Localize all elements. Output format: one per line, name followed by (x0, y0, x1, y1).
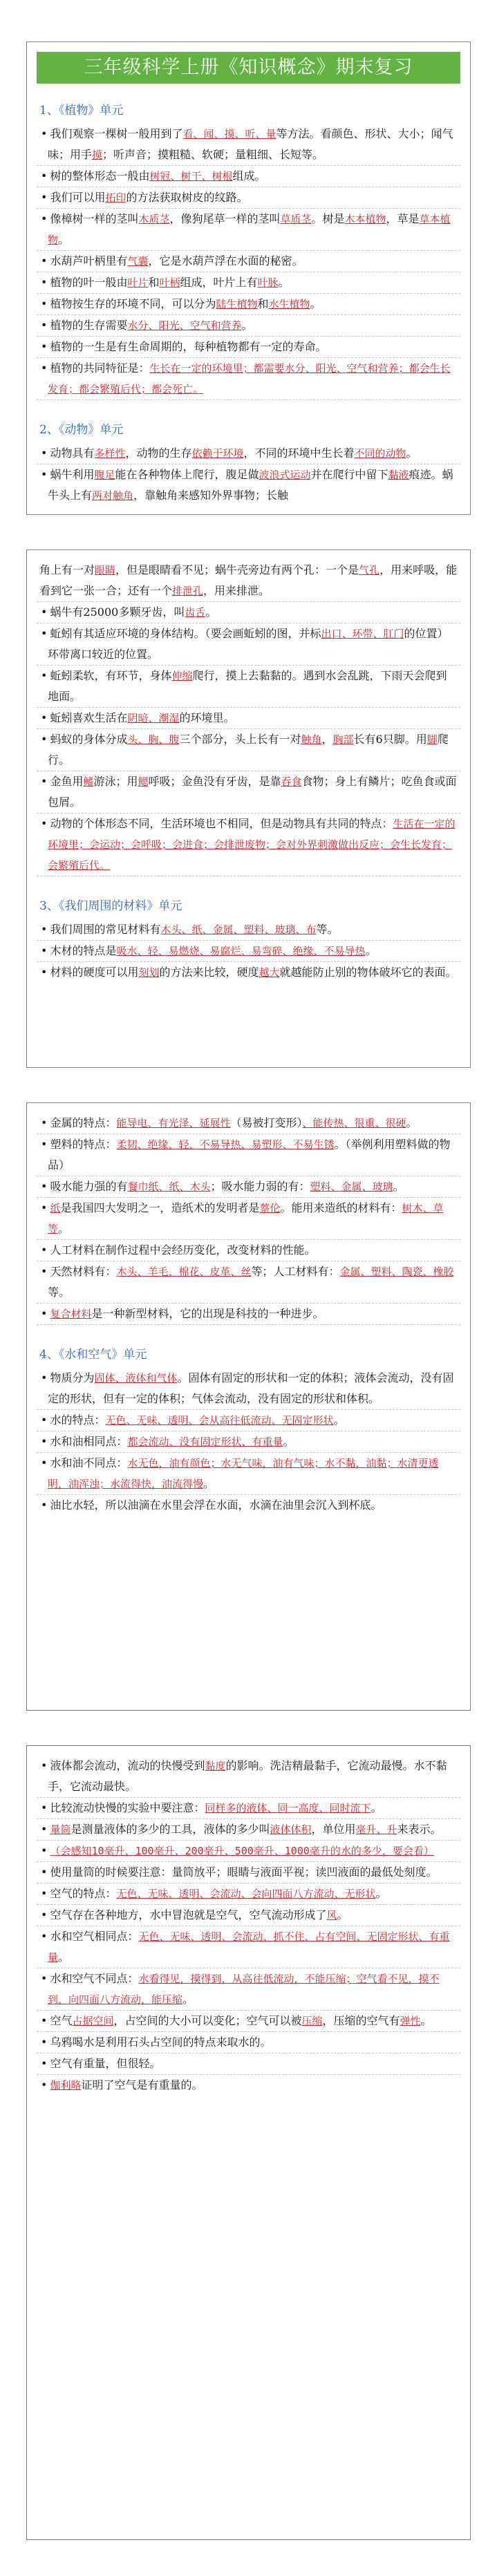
note-item (37, 2032, 460, 2053)
note-text: 蚯蚓喜欢生活在 (50, 711, 128, 724)
bullet-icon: • (41, 361, 48, 375)
key-term: 多样性 (94, 447, 126, 460)
key-term: 固体、液体和气体 (94, 1372, 178, 1384)
key-term: 两对触角 (92, 489, 134, 502)
note-text: 游泳；用 (93, 775, 138, 788)
note-text: 的影响。洗洁精最黏手，它流动最慢。水不黏手，它流动最快。 (48, 1759, 447, 1793)
key-term: 风 (326, 1909, 337, 1921)
note-item (37, 2053, 460, 2075)
note-item (37, 919, 460, 941)
key-term: 黏液 (388, 469, 409, 481)
key-term: 金属、塑料、陶瓷、橡胶 (339, 1266, 454, 1278)
note-item (37, 443, 460, 464)
note-text: 蜗牛利用 (50, 468, 95, 481)
note-item (37, 1198, 460, 1240)
bullet-icon: • (41, 669, 48, 682)
note-text: 等；人工材料有： (251, 1265, 340, 1278)
key-term: 脚 (426, 733, 438, 746)
key-term: 生长在一定的环境里；都需要水分、阳光、空气和营养；都会生长发育；都会繁殖后代；都会死亡。 (48, 362, 451, 395)
key-term: 叶脉 (257, 276, 279, 289)
key-term: 同样多的液体、同一高度、同时流下 (205, 1802, 371, 1814)
bullet-icon: • (41, 1801, 48, 1814)
note-text: 吸水能力强的有 (50, 1180, 128, 1193)
note-item (37, 941, 460, 962)
note-text: 我们可以用 (50, 191, 106, 204)
bullet-icon: • (41, 1498, 48, 1512)
key-term: 黏度 (205, 1760, 226, 1772)
bullet-icon: • (41, 169, 48, 182)
note-text: 植物按生存的环境不同，可以分为 (50, 297, 216, 310)
note-text: 就越能防止别的物体破坏它的表面。 (279, 966, 457, 979)
note-item (37, 2011, 460, 2032)
note-item (37, 560, 460, 602)
section-spacer (37, 400, 460, 415)
bullet-icon: • (41, 2014, 48, 2027)
note-text: 。 (205, 605, 217, 619)
key-term: 能导电、有光泽、延展性 (116, 1117, 231, 1129)
bullet-icon: • (41, 627, 48, 640)
note-item (37, 1240, 460, 1261)
note-text: 。 (283, 1435, 294, 1448)
key-term: 无色、无味、透明、会流动、会向四面八方流动、无形状 (116, 1888, 376, 1900)
note-text: 是一种新型材料，它的出现是科技的一种进步。 (91, 1307, 324, 1320)
note-text: 树的整体形态一般由 (50, 169, 150, 182)
bullet-icon: • (41, 276, 48, 289)
key-term: 水无色，油有颜色；水无气味，油有气味；水不黏，油黏；水清更透明，油浑浊；水流得快，油流得慢 (48, 1457, 439, 1490)
key-term: 占据空间 (72, 2015, 114, 2027)
key-term: 吸水、轻、易燃烧、易腐烂、易弯碎、绝缘、不易导热 (116, 945, 366, 957)
note-text: 。 (365, 944, 377, 957)
note-item (37, 187, 460, 209)
note-item (37, 1304, 460, 1325)
note-item (37, 1453, 460, 1495)
key-term: 伸缩 (171, 670, 193, 682)
note-text: 证明了空气是有重量的。 (81, 2078, 203, 2091)
key-term: 触角 (301, 733, 322, 746)
key-term: 鳍 (83, 775, 94, 788)
key-term: 水分、阳光、空气和营养 (127, 319, 242, 332)
note-text: 组成，叶片上有 (180, 276, 258, 289)
note-text: 物质分为 (50, 1371, 95, 1384)
bullet-icon: • (41, 1759, 48, 1772)
note-text: 等方法。看颜色、形状、大小；闻气味；用手 (48, 127, 453, 161)
note-text: 蚯蚓柔软，有环节，身体 (50, 669, 172, 682)
note-text: 金属的特点： (50, 1116, 117, 1129)
note-text: 。 (333, 1413, 345, 1427)
bullet-icon: • (41, 1413, 48, 1427)
note-item (37, 315, 460, 337)
bullet-icon: • (41, 1201, 48, 1214)
note-item (37, 2075, 460, 2096)
note-item (37, 666, 460, 708)
key-term: 鳃 (138, 775, 149, 788)
bullet-icon: • (41, 1844, 48, 1857)
key-term: 水看得见，摸得到，从高往低流动，不能压缩；空气看不见，摸不到，向四面八方流动，能压缩 (48, 1973, 440, 2006)
key-term: 依赖于环境 (191, 447, 244, 460)
note-text: 金鱼用 (50, 775, 84, 788)
key-term: 木头、羊毛、棉花、皮革、丝 (116, 1266, 252, 1278)
key-term: 眼睛 (95, 564, 116, 576)
bullet-icon: • (41, 254, 48, 267)
note-text: 角上有一对 (39, 563, 95, 576)
note-text: 是测量液体的多少的工具，液体的多少叫 (71, 1823, 270, 1836)
note-text: 。固体有固定的形状和一定的体积；液体会流动，没有固定的形状，但有一定的体积；气体会流动，没有固定的形状和体积。 (48, 1371, 454, 1405)
note-text: 动物具有 (50, 446, 95, 460)
note-text: ，像狗尾草一样的茎叫 (169, 212, 281, 225)
note-item (37, 166, 460, 187)
note-item (37, 1883, 460, 1905)
key-term: 出口、环带、肛门 (321, 628, 404, 640)
key-term: 胸部 (332, 733, 354, 746)
note-text: （易被打变形） (230, 1116, 303, 1129)
note-text: ，靠触角来感知外界事物；长触 (133, 489, 289, 502)
note-text: 痕迹。蜗牛头上有 (48, 468, 453, 502)
note-text: 植物的一生是有生命周期的，每种植物都有一定的寿命。 (50, 340, 327, 353)
note-text: 。 (406, 1116, 418, 1129)
note-item (37, 1176, 460, 1198)
note-text: 像樟树一样的茎叫 (50, 212, 139, 225)
page-title: 三年级科学上册《知识概念》期末复习 (37, 52, 460, 84)
bullet-icon: • (41, 212, 48, 225)
bullet-icon: • (41, 1265, 48, 1278)
note-item (37, 337, 460, 358)
note-item (37, 1431, 460, 1453)
note-text: 水的特点： (50, 1413, 106, 1427)
note-item (37, 1819, 460, 1841)
key-term: 摸 (92, 149, 103, 161)
note-text: 食物；身上有鳞片；吃鱼食或面包屑。 (48, 775, 457, 809)
note-text: 呼吸；金鱼没有牙齿，是靠 (148, 775, 281, 788)
note-text: 水和油不同点： (50, 1456, 128, 1469)
note-item (37, 771, 460, 814)
note-text: 空气 (50, 2014, 73, 2027)
note-item (37, 1113, 460, 1134)
bullet-icon: • (41, 1307, 48, 1320)
note-item (37, 729, 460, 771)
notes-card-4 (26, 1745, 471, 2540)
note-text: 我们周围的常见材料有 (50, 923, 161, 936)
note-item (37, 1410, 460, 1431)
note-text: ，用来排泄。 (203, 584, 270, 597)
notes-card-3 (26, 1102, 471, 1711)
note-item (37, 272, 460, 294)
note-text: 。 (278, 276, 290, 289)
note-text: 空气存在各种地方，水中冒泡就是空气，空气流动形成了 (50, 1908, 327, 1921)
note-item (37, 623, 460, 666)
bullet-icon: • (41, 2057, 48, 2070)
note-item (37, 814, 460, 876)
note-item (37, 1368, 460, 1410)
section-title: 2、《动物》单元 (39, 423, 124, 437)
key-term: 树冠、树干、树根 (149, 170, 233, 182)
key-term: 腹足 (94, 469, 115, 481)
section-title: 1、《植物》单元 (39, 104, 124, 117)
key-term: 不同的动物 (354, 447, 406, 460)
note-item (37, 1841, 460, 1862)
bullet-icon: • (41, 297, 48, 310)
note-text: 能在各种物体上爬行，腹足做 (115, 468, 259, 481)
key-term: 木本植物 (344, 213, 386, 225)
key-term: 阴暗、潮湿 (127, 712, 180, 724)
key-term: 无色、无味、透明、会从高往低流动、无固定形状 (105, 1414, 334, 1427)
note-text: 等。 (316, 923, 339, 936)
bullet-icon: • (41, 340, 48, 353)
bullet-icon: • (41, 1972, 48, 1985)
note-item (37, 1134, 460, 1176)
note-text: 的方法获取树皮的纹路。 (126, 191, 248, 204)
note-text: 蚂蚁的身体分成 (50, 733, 128, 746)
note-text: 植物的生存需要 (50, 319, 128, 332)
key-term: （会感知10毫升、100毫升、200毫升、500毫升、1000毫升的水的多少，要会看） (50, 1845, 434, 1857)
note-text: 爬行。 (48, 733, 449, 767)
note-text: ，它是水葫芦浮在水面的秘密。 (148, 254, 303, 267)
key-term: 木头、纸、金属、塑料、玻璃、布 (160, 923, 317, 936)
note-text: 。 (182, 1993, 194, 2006)
key-term: 刻划 (138, 966, 160, 979)
key-term: 量筒 (50, 1823, 71, 1836)
note-text: ，但是眼睛看不见；蜗牛壳旁边有两个孔：一个是 (115, 563, 359, 576)
note-text: 。 (375, 1887, 387, 1900)
bullet-icon: • (41, 127, 48, 140)
section-spacer (37, 876, 460, 892)
notes-card-2 (26, 549, 471, 1068)
note-text: 水和油相同点： (50, 1435, 128, 1448)
note-text: ，占空间的大小可以变化；空气可以被 (113, 2014, 302, 2027)
note-text: 蜗牛有25000多颗牙齿，叫 (50, 605, 185, 619)
note-text: 。 (420, 2014, 432, 2027)
bullet-icon: • (41, 1243, 48, 1257)
bullet-icon: • (41, 944, 48, 957)
bullet-icon: • (41, 319, 48, 332)
note-item (37, 251, 460, 272)
note-item (37, 1862, 460, 1883)
note-item (37, 962, 460, 983)
note-item (37, 708, 460, 729)
bullet-icon: • (41, 1371, 48, 1384)
note-text: 。树是 (311, 212, 345, 225)
note-item (37, 1926, 460, 1968)
section-title: 3、《我们周围的材料》单元 (39, 899, 182, 913)
key-term: 排泄孔 (172, 585, 204, 597)
bullet-icon: • (41, 711, 48, 724)
key-term: 草质茎 (280, 213, 312, 225)
notes-card-1 (26, 41, 471, 515)
key-term: 毫升、升 (355, 1823, 397, 1836)
key-term: 餐巾纸、纸、木头 (127, 1181, 211, 1193)
note-item (37, 1798, 460, 1819)
note-text: ，草是 (386, 212, 420, 225)
note-text: ；吸水能力弱的有： (210, 1180, 310, 1193)
bullet-icon: • (41, 1908, 48, 1921)
note-text: 我们观察一棵树一般用到了 (50, 127, 183, 140)
key-term: 叶柄 (159, 276, 180, 289)
note-text: 乌鸦喝水是利用石头占空间的特点来取水的。 (50, 2036, 272, 2049)
key-term: 塑料、金属、玻璃 (310, 1181, 393, 1193)
key-term: 伽利略 (50, 2079, 82, 2091)
note-text: 爬行，摸上去黏黏的。遇到水会乱跳，下雨天会爬到地面。 (48, 669, 447, 703)
bullet-icon: • (41, 1930, 48, 1943)
key-term: 弹性 (400, 2015, 421, 2027)
bullet-icon: • (41, 1456, 48, 1469)
note-text: ，不同的环境中生长着 (243, 446, 355, 460)
note-text: 。 (241, 319, 253, 332)
key-term: 复合材料 (50, 1308, 92, 1320)
bullet-icon: • (41, 923, 48, 936)
bullet-icon: • (41, 775, 48, 788)
bullet-icon: • (41, 2036, 48, 2049)
note-text: ；听声音；摸粗糙、软硬；量粗细、长短等。 (102, 148, 324, 161)
note-text: 比较流动快慢的实验中要注意： (50, 1801, 205, 1814)
bullet-icon: • (41, 1865, 48, 1879)
key-term: 叶片 (127, 276, 149, 289)
key-term: 、能传热、很重、很硬 (302, 1117, 406, 1129)
note-item (37, 294, 460, 315)
note-text: 。（举例利用塑料做的物品） (48, 1138, 451, 1172)
note-text: 。 (310, 297, 321, 310)
note-item (37, 358, 460, 400)
bullet-icon: • (41, 817, 48, 830)
section-title: 4、《水和空气》单元 (39, 1348, 147, 1362)
note-item (37, 209, 460, 251)
note-text: 。 (337, 1908, 348, 1921)
bullet-icon: • (41, 446, 48, 460)
key-term: 气孔 (359, 564, 380, 576)
note-text: 。 (58, 1950, 70, 1964)
note-text: 植物的叶一般由 (50, 276, 128, 289)
note-text: 植物的共同特征是： (50, 361, 150, 375)
bullet-icon: • (41, 1435, 48, 1448)
bullet-icon: • (41, 733, 48, 746)
note-text: 木材的特点是 (50, 944, 117, 957)
note-text: ，用来呼吸，能看到它一张一合；还有一个 (39, 563, 458, 597)
note-item (37, 1261, 460, 1304)
note-item (37, 1756, 460, 1798)
bullet-icon: • (41, 2078, 48, 2091)
bullet-icon: • (41, 1887, 48, 1900)
note-text: 动物的个体形态不同，生活环境也不相同，但是动物具有共同的特点： (50, 817, 393, 830)
bullet-icon: • (41, 605, 48, 619)
note-text: 等。 (48, 1286, 71, 1299)
note-text: 的方法来比较，硬度 (159, 966, 259, 979)
note-text: 水和空气相同点： (50, 1930, 139, 1943)
note-text: 长有6只脚。用 (353, 733, 427, 746)
key-term: 波浪式运动 (259, 469, 311, 481)
note-item (37, 1905, 460, 1926)
note-text: 材料的硬度可以用 (50, 966, 139, 979)
key-term: 齿舌 (185, 606, 206, 619)
bullet-icon: • (41, 1180, 48, 1193)
key-term: 都会流动、没有固定形状、有重量 (127, 1436, 283, 1448)
key-term: 蔡伦 (259, 1202, 281, 1214)
note-text: 并在爬行中留下 (310, 468, 388, 481)
note-item (37, 464, 460, 506)
key-term: 柔韧、绝缘、轻、不易导热、易塑形、不易生锈 (116, 1138, 335, 1151)
note-text: 塑料的特点： (50, 1138, 117, 1151)
key-term: 树木、草等 (48, 1202, 444, 1235)
note-text: 水和空气不同点： (50, 1972, 139, 1985)
key-term: 液体体积 (270, 1823, 312, 1836)
note-text: 。 (371, 1801, 382, 1814)
key-term: 草本植物 (48, 213, 451, 246)
note-text: 。能用来造纸的材料有： (280, 1201, 402, 1214)
note-text: 蚯蚓有其适应环境的身体结构。（要会画蚯蚓的图，并标 (50, 627, 321, 640)
note-text: 组成。 (232, 169, 266, 182)
note-text: 液体都会流动，流动的快慢受到 (50, 1759, 205, 1772)
key-term: 压缩 (301, 2015, 323, 2027)
bullet-icon: • (41, 191, 48, 204)
bullet-icon: • (41, 1823, 48, 1836)
key-term: 吞食 (281, 775, 302, 788)
key-term: 气囊 (127, 255, 149, 267)
note-text: 的位置）环带离口较近的位置。 (48, 627, 449, 661)
note-item (37, 1495, 460, 1516)
note-text: 三个部分，头上长有一对 (179, 733, 301, 746)
key-term: 生活在一定的环境里；会运动；会呼吸；会进食；会排泄废物；会对外界刺激做出反应；会生长发育；会繁殖后代。 (48, 818, 456, 872)
note-text: 。 (406, 446, 418, 460)
note-text: 的环境里。 (179, 711, 235, 724)
note-text: 。 (393, 1180, 404, 1193)
note-text: 。 (203, 1477, 215, 1490)
bullet-icon: • (41, 1116, 48, 1129)
note-text: 空气有重量，但很轻。 (50, 2057, 161, 2070)
key-term: 看、闻、摸、听、量 (182, 128, 276, 140)
key-term: 木质茎 (138, 213, 170, 225)
note-text: ， (321, 733, 333, 746)
note-text: 天然材料有： (50, 1265, 117, 1278)
note-text: 和 (257, 297, 269, 310)
note-text: ，压缩的空气有 (322, 2014, 400, 2027)
key-term: 无色、无味、透明、会流动、抓不住、占有空间、无固定形状、有重量 (48, 1930, 450, 1964)
key-term: 水生植物 (268, 298, 310, 310)
key-term: 纸 (50, 1202, 61, 1214)
key-term: 陆生植物 (216, 298, 258, 310)
note-item (37, 602, 460, 623)
key-term: 头、胸、腹 (127, 733, 180, 746)
note-text: 空气的特点： (50, 1887, 117, 1900)
key-term: 拓印 (105, 191, 126, 204)
note-text: 人工材料在制作过程中会经历变化，改变材料的性能。 (50, 1243, 316, 1257)
note-text: 是我国四大发明之一，造纸术的发明者是 (60, 1201, 260, 1214)
note-item (37, 124, 460, 166)
note-text: ，动物的生存 (125, 446, 192, 460)
bullet-icon: • (41, 1138, 48, 1151)
key-term: 越大 (259, 966, 280, 979)
note-text: 来表示。 (397, 1823, 442, 1836)
note-text: 水葫芦叶柄里有 (50, 254, 128, 267)
bullet-icon: • (41, 966, 48, 979)
note-text: ，单位用 (311, 1823, 356, 1836)
bullet-icon: • (41, 468, 48, 481)
section-spacer (37, 1325, 460, 1340)
note-text: 。 (58, 1222, 70, 1235)
note-text: 油比水轻，所以油滴在水里会浮在水面，水滴在油里会沉入到杯底。 (50, 1498, 382, 1512)
note-item (37, 1968, 460, 2011)
note-text: 。 (58, 233, 70, 246)
note-text: 和 (148, 276, 160, 289)
note-text: 使用量筒的时候要注意：量筒放平；眼睛与液面平视；读凹液面的最低处刻度。 (50, 1865, 438, 1879)
